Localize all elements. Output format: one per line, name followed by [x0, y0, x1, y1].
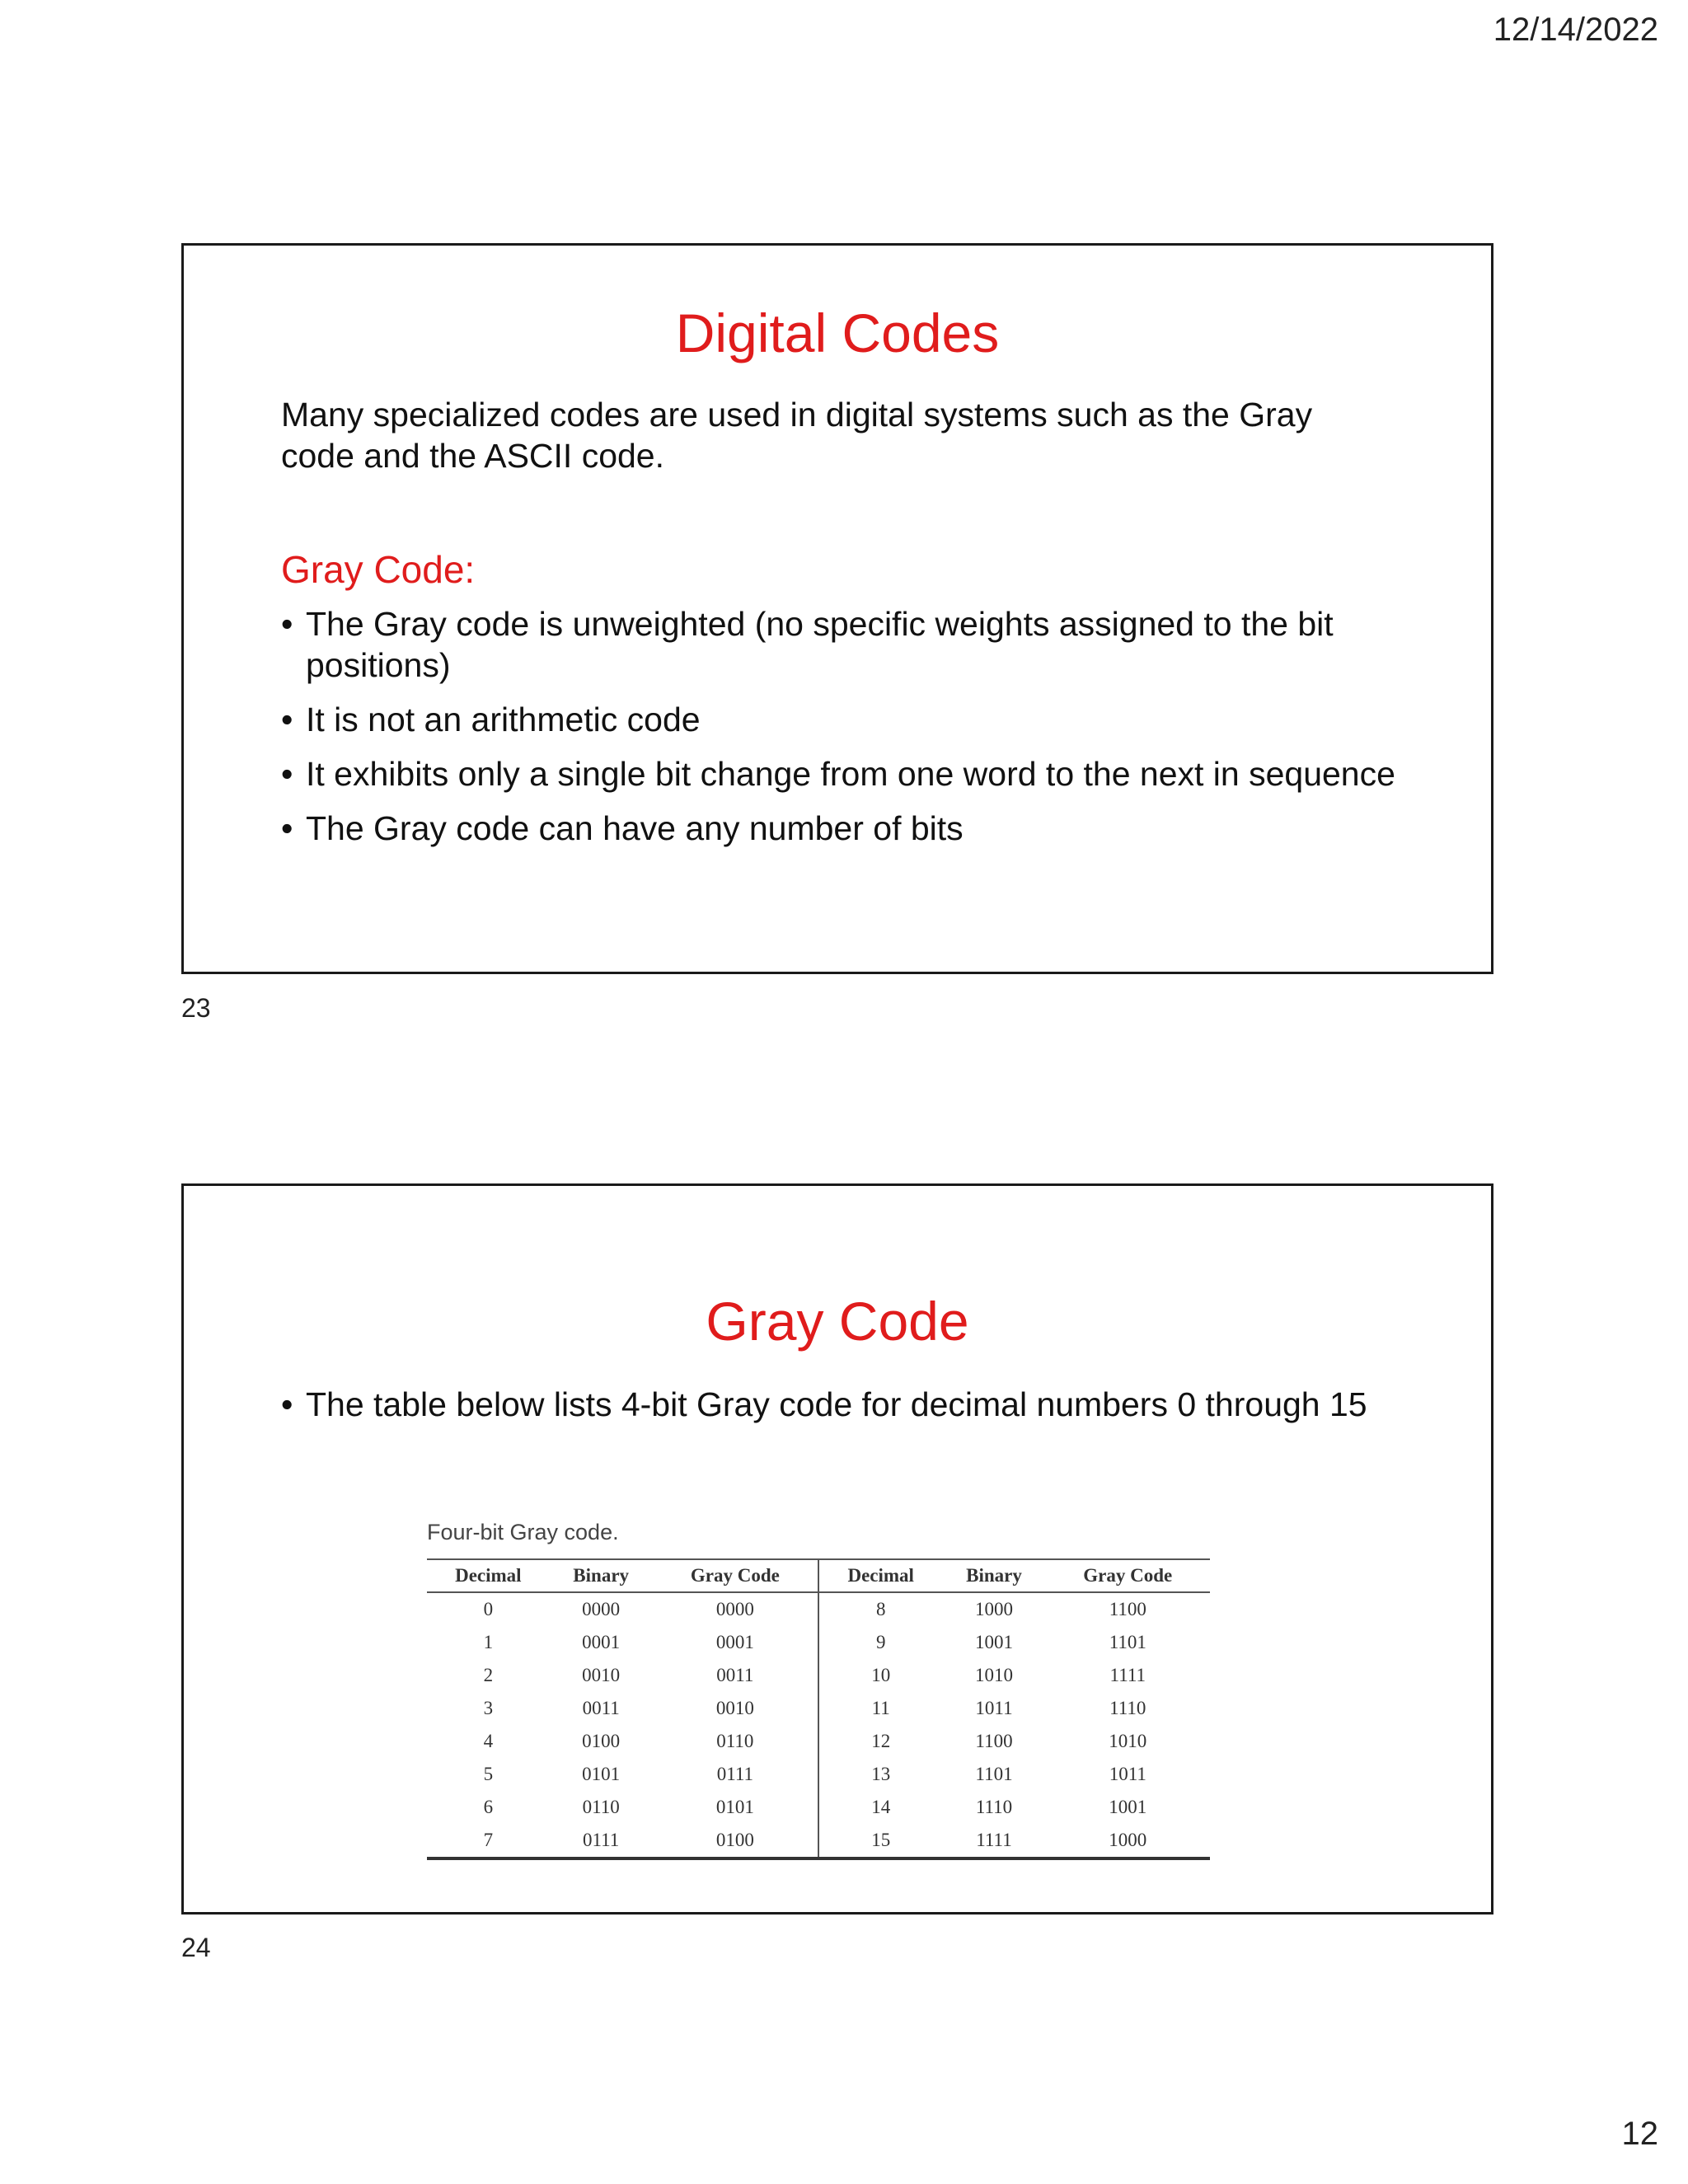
- bullet-list: [281, 1384, 1435, 1438]
- table-row: [427, 1692, 1210, 1725]
- bullet-text: The Gray code is unweighted (no specific weights assigned to the bit positions): [306, 605, 1334, 684]
- table-cell: 0101: [653, 1791, 818, 1824]
- table-cell: 3: [483, 1698, 494, 1718]
- bullet-icon: •: [281, 605, 293, 643]
- table-cell: 1010: [975, 1665, 1013, 1685]
- page-number: 12: [1621, 2116, 1658, 2152]
- table-cell: 10: [871, 1665, 891, 1685]
- table-row: [427, 1791, 1210, 1824]
- slide-24: [181, 1183, 1493, 1915]
- table-header-row: [427, 1559, 1210, 1592]
- bullet-item: [281, 1384, 1435, 1425]
- column-header: Binary: [550, 1559, 653, 1592]
- table-cell: 7: [483, 1830, 494, 1850]
- bullet-text: It exhibits only a single bit change from one word to the next in sequence: [306, 755, 1395, 793]
- table-cell: 1001: [975, 1632, 1013, 1652]
- table-cell: 1110: [1109, 1698, 1146, 1718]
- bullet-item: [281, 603, 1435, 686]
- bullet-text: The table below lists 4-bit Gray code for decimal numbers 0 through 15: [306, 1385, 1367, 1423]
- section-heading: Gray Code:: [281, 548, 476, 591]
- bullet-item: [281, 808, 1435, 849]
- table-cell: 1000: [1109, 1830, 1147, 1850]
- table-cell: 0110: [653, 1725, 818, 1758]
- table-cell: 15: [871, 1830, 891, 1850]
- table-cell: 1000: [975, 1599, 1013, 1619]
- table-cell: 5: [483, 1764, 494, 1784]
- table-cell: 1111: [976, 1830, 1012, 1850]
- column-header: Gray Code: [1046, 1559, 1210, 1592]
- table-cell: 0001: [582, 1632, 621, 1652]
- header-date: 12/14/2022: [1493, 12, 1658, 48]
- table-cell: 4: [483, 1731, 494, 1751]
- bullet-icon: •: [281, 1385, 293, 1423]
- table-cell: 1100: [1109, 1599, 1146, 1619]
- table-cell: 0111: [653, 1758, 818, 1791]
- table-cell: 0111: [583, 1830, 620, 1850]
- table-row: [427, 1824, 1210, 1858]
- bullet-text: The Gray code can have any number of bits: [306, 809, 964, 847]
- table-cell: 1011: [1109, 1764, 1146, 1784]
- table-row: [427, 1659, 1210, 1692]
- table-cell: 13: [871, 1764, 891, 1784]
- table-cell: 8: [875, 1599, 886, 1619]
- slide-number: 24: [181, 1933, 211, 1962]
- table-cell: 0110: [582, 1797, 620, 1817]
- table-cell: 0010: [582, 1665, 621, 1685]
- table-cell: 1110: [975, 1797, 1013, 1817]
- table-cell: 1111: [1109, 1665, 1146, 1685]
- table-cell: 0100: [653, 1824, 818, 1858]
- table-cell: 2: [483, 1665, 494, 1685]
- table-cell: 0000: [582, 1599, 621, 1619]
- table-row: [427, 1758, 1210, 1791]
- table-cell: 0011: [653, 1659, 818, 1692]
- table-row: [427, 1592, 1210, 1626]
- intro-paragraph: Many specialized codes are used in digital systems such as the Gray code and the ASCII code.: [281, 396, 1313, 475]
- column-header: Decimal: [818, 1559, 942, 1592]
- table-cell: 1101: [1109, 1632, 1146, 1652]
- bullet-icon: •: [281, 701, 293, 738]
- table-cell: 1100: [975, 1731, 1013, 1751]
- table-cell: 9: [875, 1632, 886, 1652]
- bullet-icon: •: [281, 755, 293, 793]
- gray-code-table: [427, 1558, 1210, 1860]
- slide-title: Gray Code: [706, 1291, 969, 1352]
- table-cell: 6: [483, 1797, 494, 1817]
- table-cell: 1001: [1109, 1797, 1147, 1817]
- slide-title: Digital Codes: [675, 302, 1000, 363]
- table-row: [427, 1725, 1210, 1758]
- table-cell: 1010: [1109, 1731, 1147, 1751]
- slide-23: [181, 243, 1493, 974]
- table-cell: 0001: [653, 1626, 818, 1659]
- table-cell: 0101: [582, 1764, 621, 1784]
- table-cell: 1011: [975, 1698, 1013, 1718]
- table-cell: 14: [871, 1797, 891, 1817]
- table-cell: 11: [871, 1698, 890, 1718]
- table-cell: 0011: [582, 1698, 620, 1718]
- table-caption: Four-bit Gray code.: [427, 1520, 619, 1544]
- table-cell: 1101: [975, 1764, 1013, 1784]
- table-cell: 0010: [653, 1692, 818, 1725]
- table-cell: 0100: [582, 1731, 621, 1751]
- slide-number: 23: [181, 993, 211, 1023]
- bullet-item: [281, 753, 1435, 794]
- table-cell: 12: [871, 1731, 891, 1751]
- column-header: Gray Code: [653, 1559, 818, 1592]
- table-cell: 1: [483, 1632, 494, 1652]
- column-header: Decimal: [427, 1559, 550, 1592]
- table-row: [427, 1626, 1210, 1659]
- bullet-text: It is not an arithmetic code: [306, 701, 701, 738]
- bullet-icon: •: [281, 809, 293, 847]
- table-cell: 0000: [653, 1592, 818, 1626]
- table-cell: 0: [483, 1599, 494, 1619]
- table-body: [427, 1592, 1210, 1858]
- column-header: Binary: [942, 1559, 1045, 1592]
- bullet-list: [281, 603, 1435, 862]
- bullet-item: [281, 699, 1435, 740]
